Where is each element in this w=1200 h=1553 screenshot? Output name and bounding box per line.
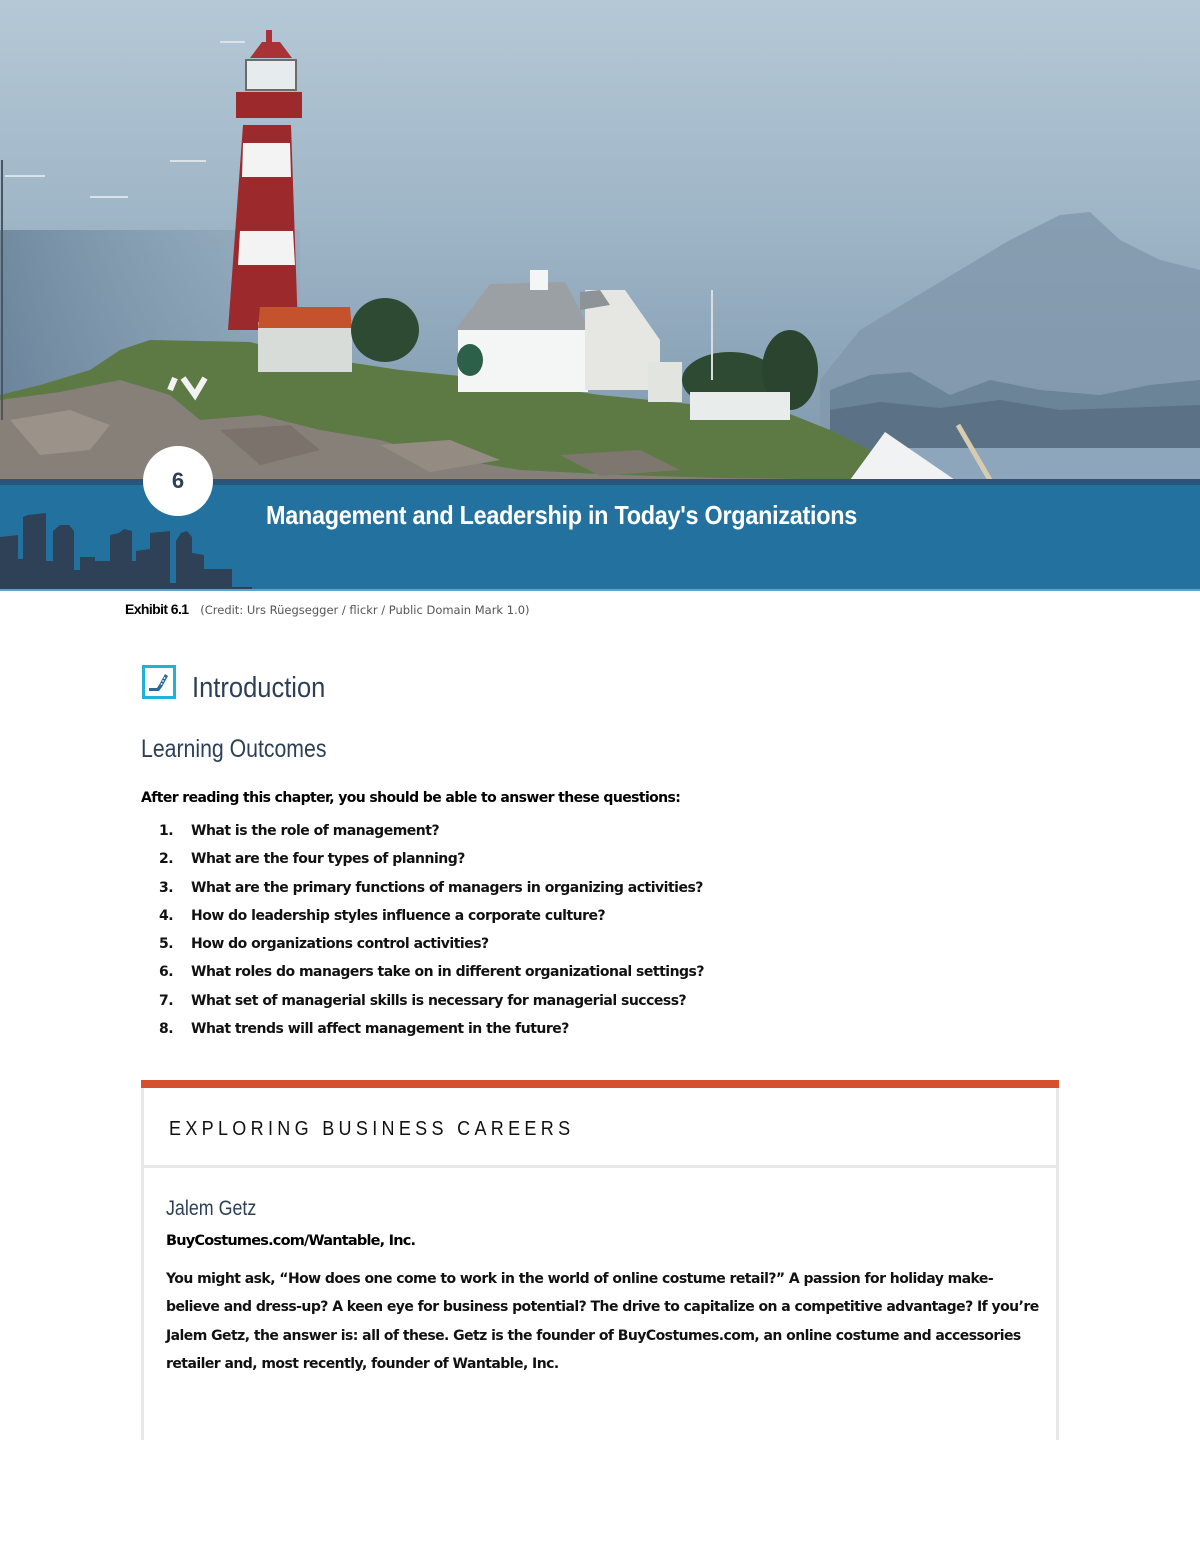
list-item: 4. How do leadership styles influence a corporate culture?: [159, 907, 606, 924]
careers-heading: EXPLORING BUSINESS CAREERS: [169, 1118, 575, 1140]
exhibit-label: Exhibit 6.1: [125, 601, 189, 617]
learning-outcomes-list: [141, 823, 704, 1049]
list-item: 5. How do organizations control activities?: [159, 936, 489, 953]
careers-header: [144, 1088, 1056, 1168]
learning-outcomes-lead: After reading this chapter, you should be able to answer these questions:: [141, 790, 681, 806]
city-skyline-icon: [0, 491, 252, 589]
careers-accent-bar: [141, 1080, 1059, 1088]
section-title-introduction: Introduction: [192, 672, 326, 704]
list-item: 1. What is the role of management?: [159, 823, 440, 839]
list-item: 2. What are the four types of planning?: [159, 851, 465, 868]
figure-caption: [125, 601, 530, 617]
company-name: BuyCostumes.com/Wantable, Inc.: [166, 1233, 416, 1249]
hero-photo: [0, 0, 1200, 480]
pencil-check-icon: [142, 665, 176, 699]
list-item: 7. What set of managerial skills is necessary for managerial success?: [159, 992, 687, 1009]
list-item: 6. What roles do managers take on in different organizational settings?: [159, 964, 705, 981]
careers-body-text: You might ask, “How does one come to work in the world of online costume retail?” A passion for holiday make-believe and dress-up? A keen eye for business potential? The drive to capitalize on a competitive advantage? If you’re Jalem Getz, the answer is: all of these. Getz is the founder of BuyCostumes.com, an online costume and accessories retailer and, most recently, founder of Wantable, Inc.: [166, 1271, 1039, 1372]
photo-credit: (Credit: Urs Rüegsegger / flickr / Public Domain Mark 1.0): [200, 603, 530, 617]
person-name: Jalem Getz: [166, 1197, 257, 1220]
chapter-number-badge: [143, 446, 213, 516]
learning-outcomes-title: Learning Outcomes: [141, 735, 327, 763]
chapter-title: Management and Leadership in Today's Organizations: [266, 500, 858, 530]
banner-underline: [0, 589, 1200, 591]
chapter-number: 6: [171, 468, 185, 493]
list-item: 8. What trends will affect management in the future?: [159, 1021, 569, 1038]
exploring-careers-box: [141, 1080, 1059, 1440]
list-item: 3. What are the primary functions of managers in organizing activities?: [159, 879, 703, 896]
